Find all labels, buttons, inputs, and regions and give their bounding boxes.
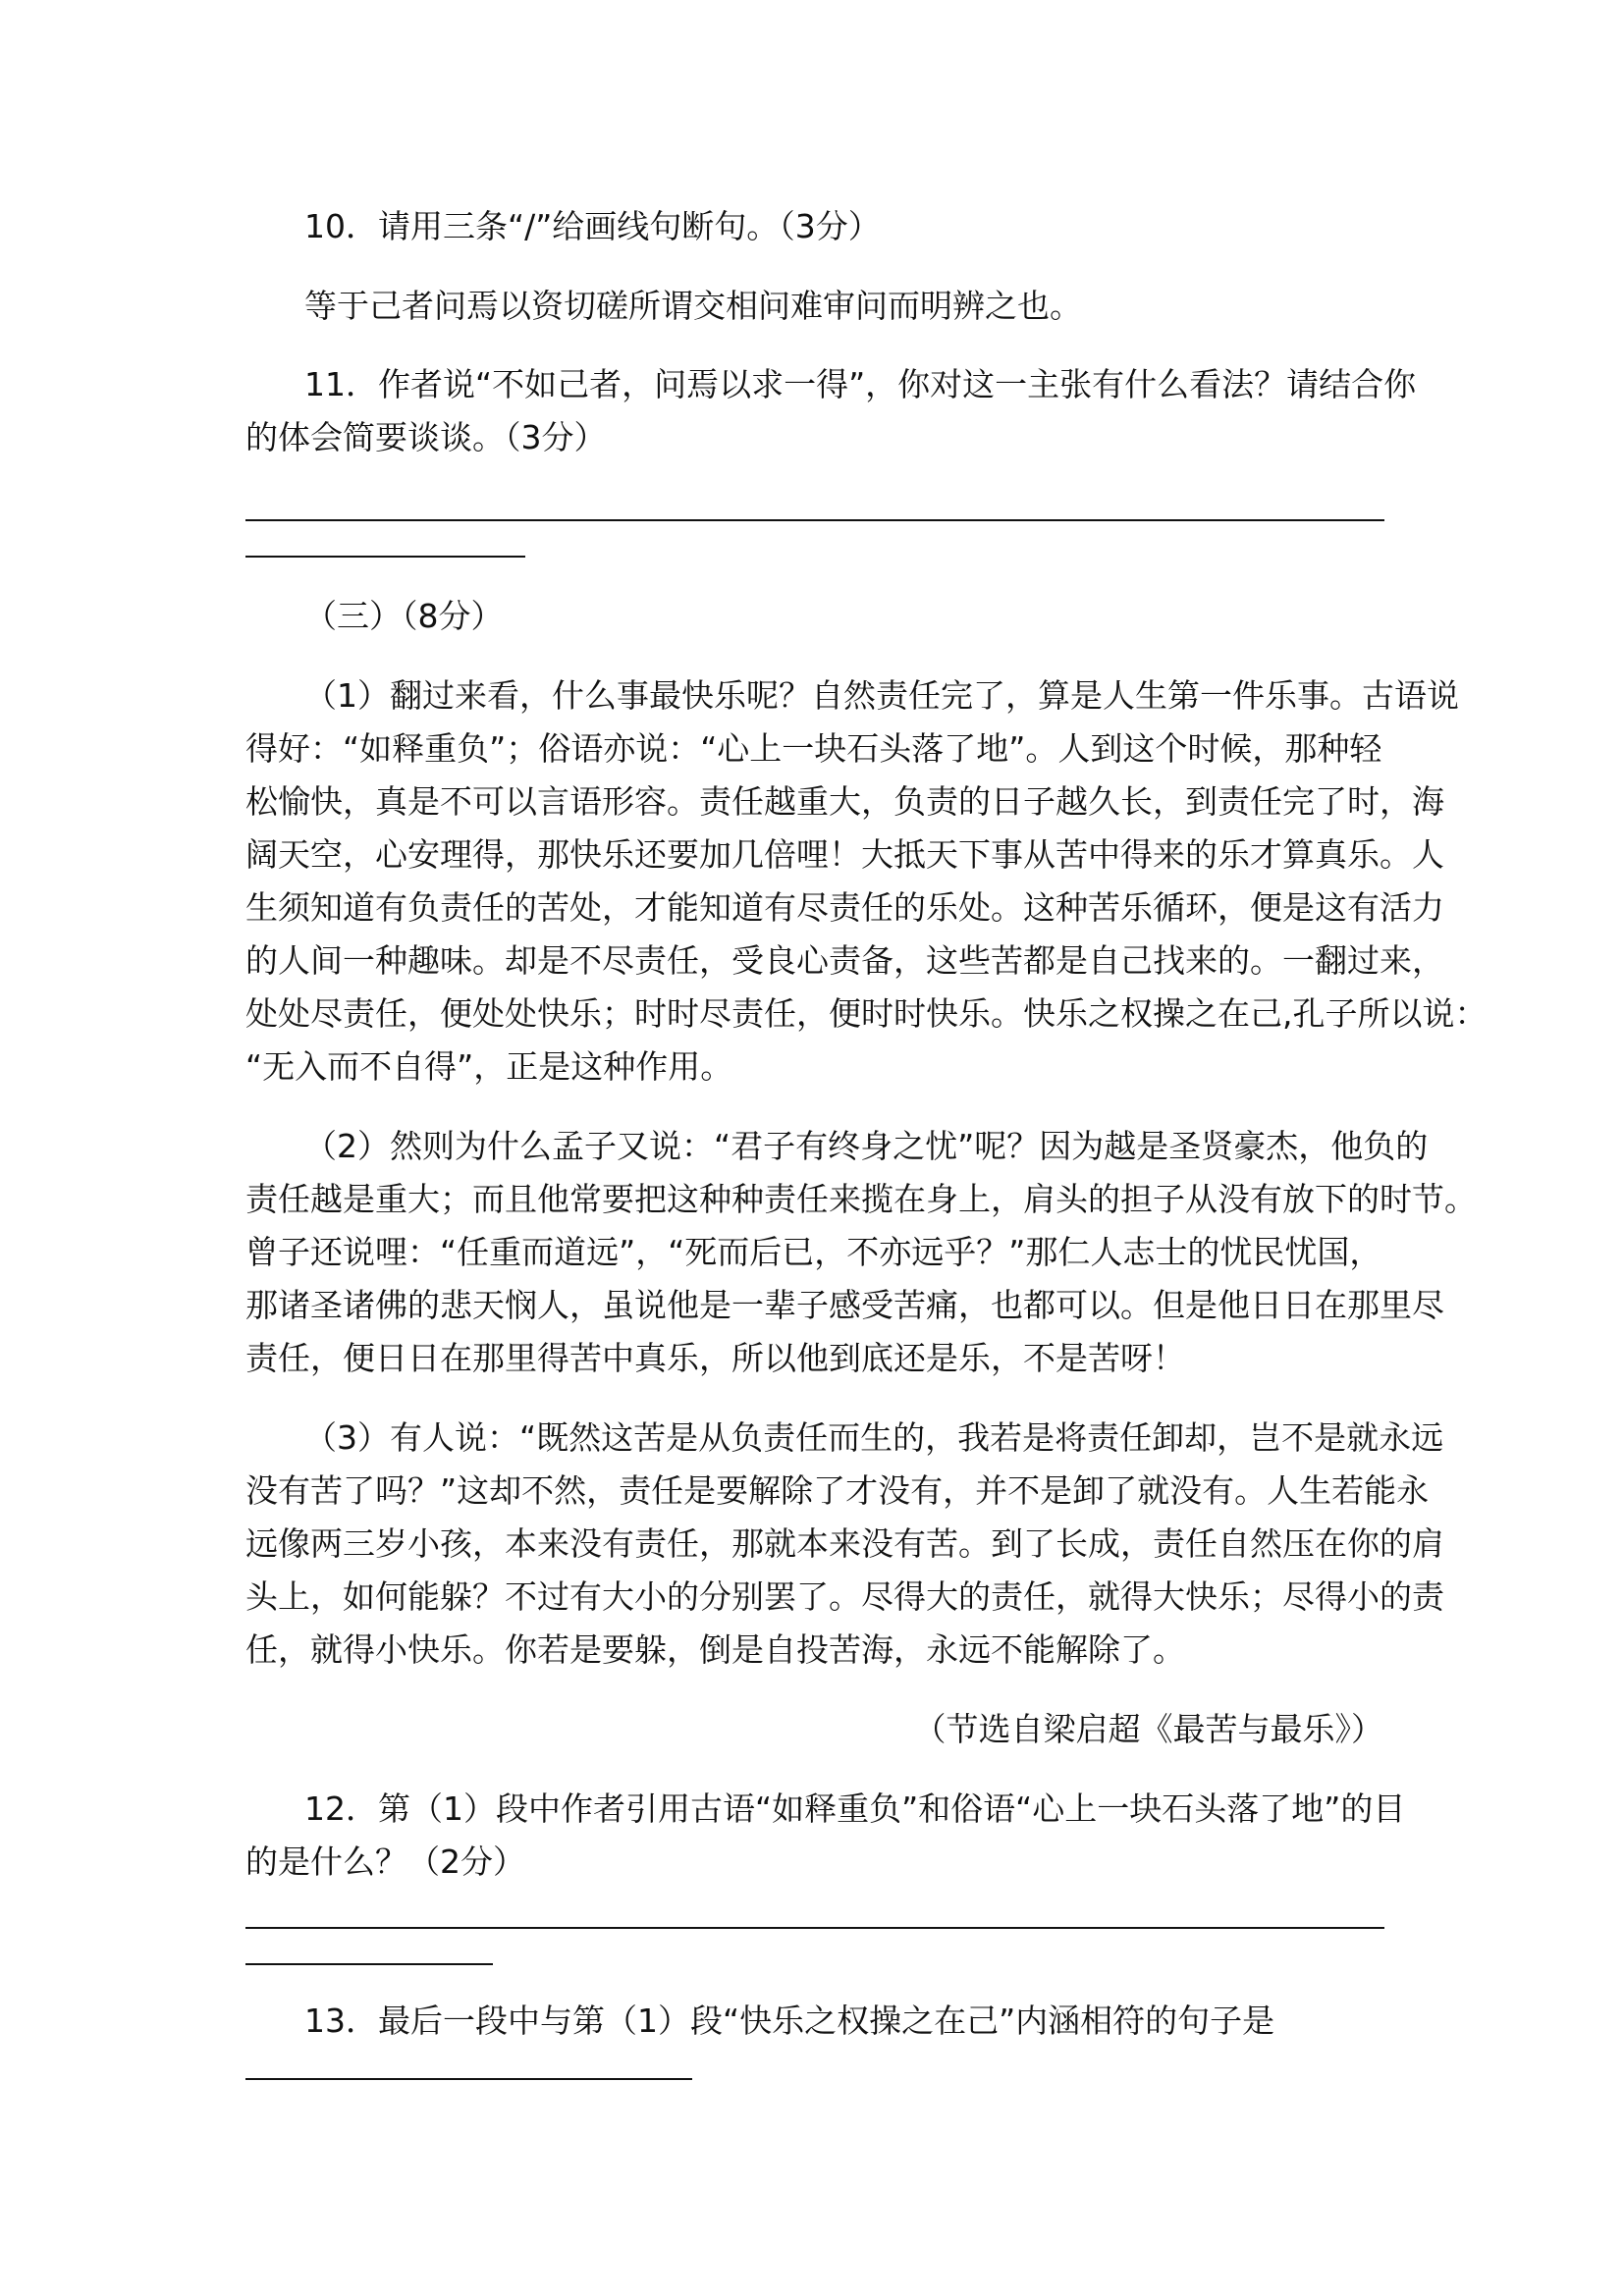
- q11-answer-line-1[interactable]: [245, 519, 1384, 521]
- q12-prompt-line1: 12．第（1）段中作者引用古语“如释重负”和俗语“心上一块石头落了地”的目: [304, 1789, 1406, 1828]
- para3-line-2: 没有苦了吗？”这却不然，责任是要解除了才没有，并不是卸了就没有。人生若能永: [245, 1471, 1430, 1510]
- para1-line-5: 生须知道有负责任的苦处，才能知道有尽责任的乐处。这种苦乐循环，便是这有活力: [245, 888, 1444, 927]
- para1-line-4: 阔天空，心安理得，那快乐还要加几倍哩！大抵天下事从苦中得来的乐才算真乐。人: [245, 835, 1444, 874]
- q11-prompt-line2: 的体会简要谈谈。（3分）: [245, 418, 607, 456]
- q12-answer-line-1[interactable]: [245, 1927, 1384, 1929]
- para3-line-3: 远像两三岁小孩，本来没有责任，那就本来没有苦。到了长成，责任自然压在你的肩: [245, 1524, 1444, 1563]
- para2-line-2: 责任越是重大；而且他常要把这种种责任来揽在身上，肩头的担子从没有放下的时节。: [245, 1180, 1477, 1218]
- para1-line-3: 松愉快，真是不可以言语形容。责任越重大，负责的日子越久长，到责任完了时，海: [245, 782, 1444, 821]
- para2-line-3: 曾子还说哩：“任重而道远”，“死而后已，不亦远乎？”那仁人志士的忧民忧国，: [245, 1233, 1382, 1271]
- para2-line-4: 那诸圣诸佛的悲天悯人，虽说他是一辈子感受苦痛，也都可以。但是他日日在那里尽: [245, 1286, 1444, 1324]
- para3-line-5: 任，就得小快乐。你若是要躲，倒是自投苦海，永远不能解除了。: [245, 1630, 1185, 1669]
- para1-line-8: “无入而不自得”，正是这种作用。: [245, 1047, 733, 1086]
- para1-line-6: 的人间一种趣味。却是不尽责任，受良心责备，这些苦都是自己找来的。一翻过来，: [245, 941, 1444, 980]
- q13-answer-line[interactable]: [245, 2078, 692, 2080]
- para2-line-1: （2）然则为什么孟子又说：“君子有终身之忧”呢？因为越是圣贤豪杰，他负的: [304, 1127, 1429, 1165]
- q10-sentence: 等于己者问焉以资切磋所谓交相问难审问而明辨之也。: [304, 287, 1082, 325]
- para1-line-1: （1）翻过来看，什么事最快乐呢？自然责任完了，算是人生第一件乐事。古语说: [304, 676, 1459, 715]
- q12-answer-line-2[interactable]: [245, 1963, 493, 1965]
- para1-line-2: 得好：“如释重负”；俗语亦说：“心上一块石头落了地”。人到这个时候，那种轻: [245, 729, 1382, 768]
- q11-prompt-line1: 11．作者说“不如己者，问焉以求一得”，你对这一主张有什么看法？请结合你: [304, 365, 1417, 403]
- source-attribution: （节选自梁启超《最苦与最乐》）: [913, 1710, 1383, 1748]
- q10-prompt: 10．请用三条“/”给画线句断句。（3分）: [304, 207, 881, 245]
- q12-prompt-line2: 的是什么？（2分）: [245, 1842, 525, 1881]
- q13-prompt-line1: 13．最后一段中与第（1）段“快乐之权操之在己”内涵相符的句子是: [304, 2002, 1275, 2040]
- section3-heading: （三）（8分）: [304, 597, 504, 635]
- para2-line-5: 责任，便日日在那里得苦中真乐，所以他到底还是乐，不是苦呀！: [245, 1339, 1185, 1377]
- q11-answer-line-2[interactable]: [245, 556, 525, 558]
- para3-line-1: （3）有人说：“既然这苦是从负责任而生的，我若是将责任卸却，岂不是就永远: [304, 1418, 1444, 1457]
- para3-line-4: 头上，如何能躲？不过有大小的分别罢了。尽得大的责任，就得大快乐；尽得小的责: [245, 1577, 1444, 1616]
- para1-line-7: 处处尽责任，便处处快乐；时时尽责任，便时时快乐。快乐之权操之在己,孔子所以说：: [245, 994, 1488, 1033]
